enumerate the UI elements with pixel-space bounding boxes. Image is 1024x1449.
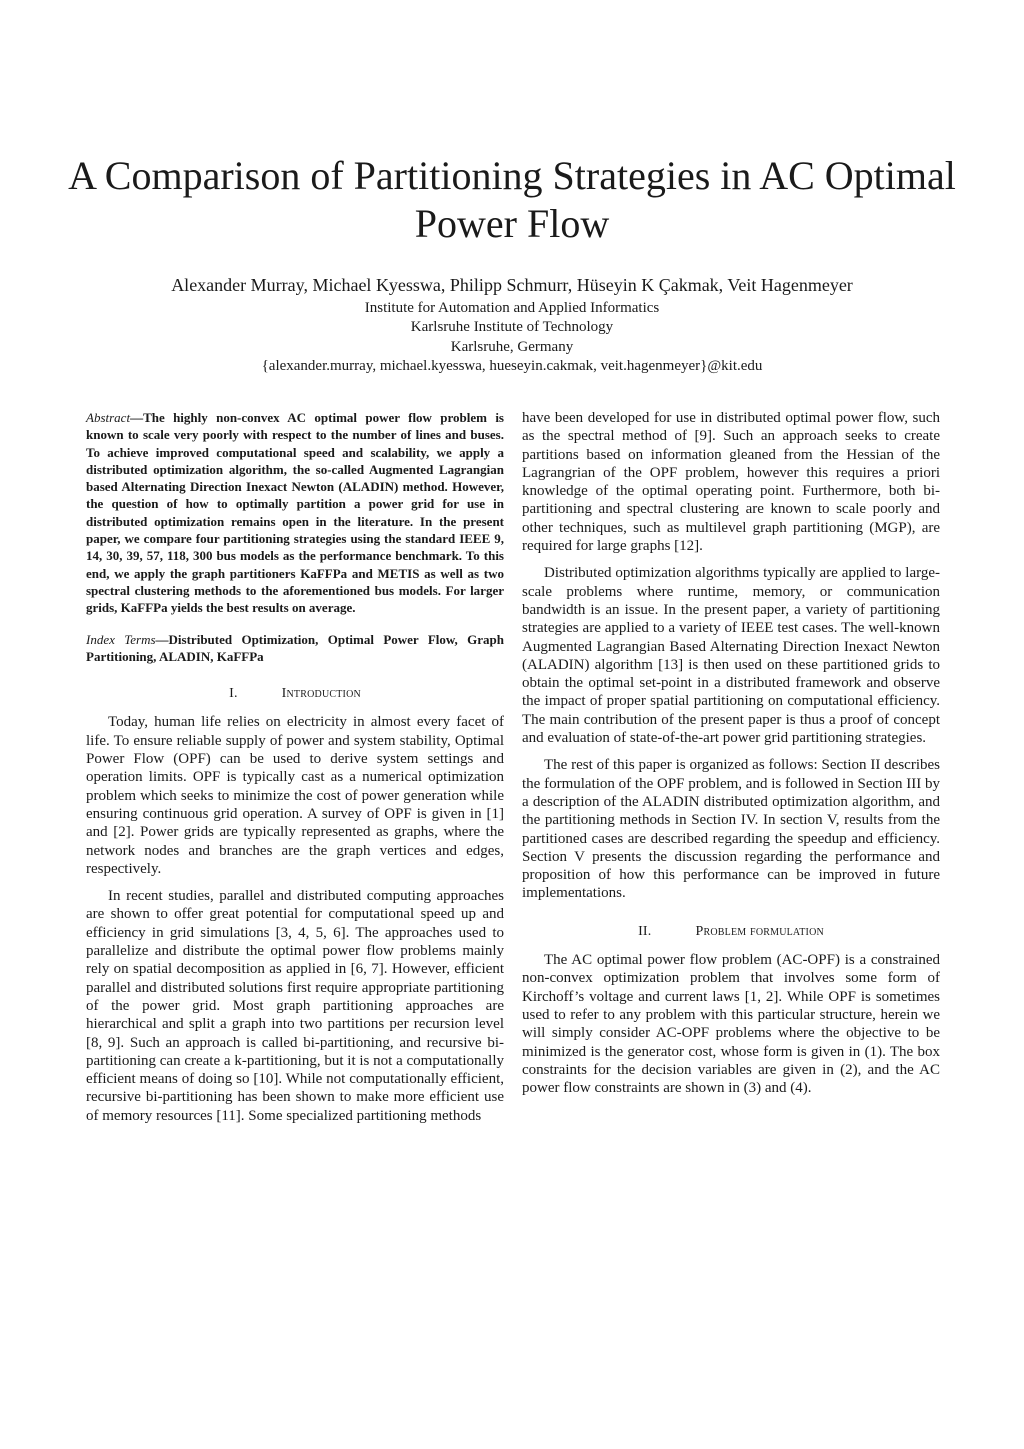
- intro-paragraph-2: In recent studies, parallel and distributed computing approaches are shown to offer great potential for computational speed up and efficiency in grid simulations [3, 4, 5, 6]. The approaches used to parallelize and distribute the optimal power flow problems mainly rely on spatial decomposition as applied in [6, 7]. However, efficient parallel and distributed solutions first require appropriate partitioning of the power grid. Most graph partitioning approaches are hierarchical and split a graph into two partitions per recursion level [8, 9]. Such an approach is called bi-partitioning, and recursive bi-partitioning can create a k-partitioning, but it is not a computationally efficient means of doing so [10]. While not computationally efficient, recursive bi-partitioning has been shown to make more efficient use of memory resources [11]. Some specialized partitioning methods: [86, 888, 504, 1124]
- affiliation-emails: {alexander.murray, michael.kyesswa, hueseyin.cakmak, veit.hagenmeyer}@kit.edu: [261, 357, 763, 374]
- intro-paragraph-1: Today, human life relies on electricity in almost every facet of life. To ensure reliable supply of power and system stability, Optimal Power Flow (OPF) can be used to derive system settings and operation limits. OPF is typically cast as a numerical optimization problem which seeks to minimize the cost of power generation while ensuring continuous grid operation. A survey of OPF is given in [1] and [2]. Power grids are typically represented as graphs, where the network nodes and branches are the graph vertices and edges, respectively.: [86, 714, 504, 877]
- abstract: [86, 409, 504, 617]
- section-title: Problem formulation: [695, 923, 824, 939]
- section-heading-introduction: [86, 685, 504, 703]
- affiliation-institute: Institute for Automation and Applied Informatics: [364, 300, 660, 316]
- author-list: Alexander Murray, Michael Kyesswa, Philipp Schmurr, Hüseyin K Çakmak, Veit Hagenmeyer: [171, 275, 853, 295]
- intro-paragraph-4: The rest of this paper is organized as follows: Section II describes the formulation of the OPF problem, and is followed in Section III by a description of the ALADIN distributed optimization algorithm, and the partitioning methods in Section IV. In section V, results from the partitioned cases are described regarding the speedup and efficiency. Section V presents the discussion regarding the performance and proposition of how this performance can be improved in future implementations.: [522, 757, 940, 902]
- abstract-label: Abstract: [86, 410, 131, 425]
- affiliation-block: [40, 299, 984, 376]
- section-number: I.: [229, 686, 238, 702]
- index-terms: [86, 631, 504, 666]
- section-title: Introduction: [281, 686, 361, 702]
- right-column: [522, 409, 940, 1106]
- paper-title: A Comparison of Partitioning Strategies in AC Optimal Power Flow: [68, 153, 956, 246]
- index-terms-text: —Distributed Optimization, Optimal Power Flow, Graph Partitioning, ALADIN, KaFFPa: [86, 631, 504, 664]
- section-number: II.: [638, 923, 652, 939]
- left-column: [86, 409, 504, 1134]
- section-heading-problem-formulation: [522, 923, 940, 941]
- intro-paragraph-2-continued: have been developed for use in distributed optimal power flow, such as the spectral method of [9]. Such an approach seeks to create partitions based on information gleaned from the Hessian of the Lagrangrian of the OPF problem, however this requires a priori knowledge of the optimal operating point. Furthermore, both bi-partitioning and spectral clustering are known to scale poorly and other techniques, such as multilevel graph partitioning (MGP), are required for large graphs [12].: [522, 410, 940, 555]
- problem-paragraph-1: The AC optimal power flow problem (AC-OPF) is a constrained non-convex optimization problem that involves some form of Kirchoff’s voltage and current laws [1, 2]. While OPF is sometimes used to refer to any problem with this particular structure, herein we will simply consider AC-OPF problems where the objective to be minimized is the generator cost, whose form is given in (1). The box constraints for the decision variables are given in (2), and the AC power flow constraints are shown in (3) and (4).: [522, 952, 940, 1097]
- affiliation-location: Karlsruhe, Germany: [450, 338, 574, 355]
- abstract-text: —The highly non-convex AC optimal power flow problem is known to scale very poorly with respect to the number of lines and buses. To achieve improved computational speed and scalability, we apply a distributed optimization algorithm, the so-called Augmented Lagrangian based Alternating Direction Inexact Newton (ALADIN) method. However, the question of how to optimally partition a power grid for use in distributed optimization remains open in the literature. In the present paper, we compare four partitioning strategies using the standard IEEE 9, 14, 30, 39, 57, 118, 300 bus models as the performance benchmark. To this end, we apply the graph partitioners KaFFPa and METIS as well as two spectral clustering methods to the aforementioned bus models. For larger grids, KaFFPa yields the best results on average.: [86, 410, 504, 616]
- intro-paragraph-3: Distributed optimization algorithms typically are applied to large-scale problems where runtime, memory, or communication bandwidth is an issue. In the present paper, a variety of partitioning strategies are applied to a variety of IEEE test cases. The well-known Augmented Lagrangian Based Alternating Direction Inexact Newton (ALADIN) algorithm [13] is then used on these partitioned grids to obtain the optimal set-point in a distributed framework and observe the impact of proper spatial partitioning on computational efficiency. The main contribution of the present paper is thus a proof of concept and evaluation of state-of-the-art power grid partitioning strategies.: [522, 565, 940, 747]
- index-terms-label: Index Terms: [86, 631, 156, 647]
- affiliation-university: Karlsruhe Institute of Technology: [410, 319, 614, 336]
